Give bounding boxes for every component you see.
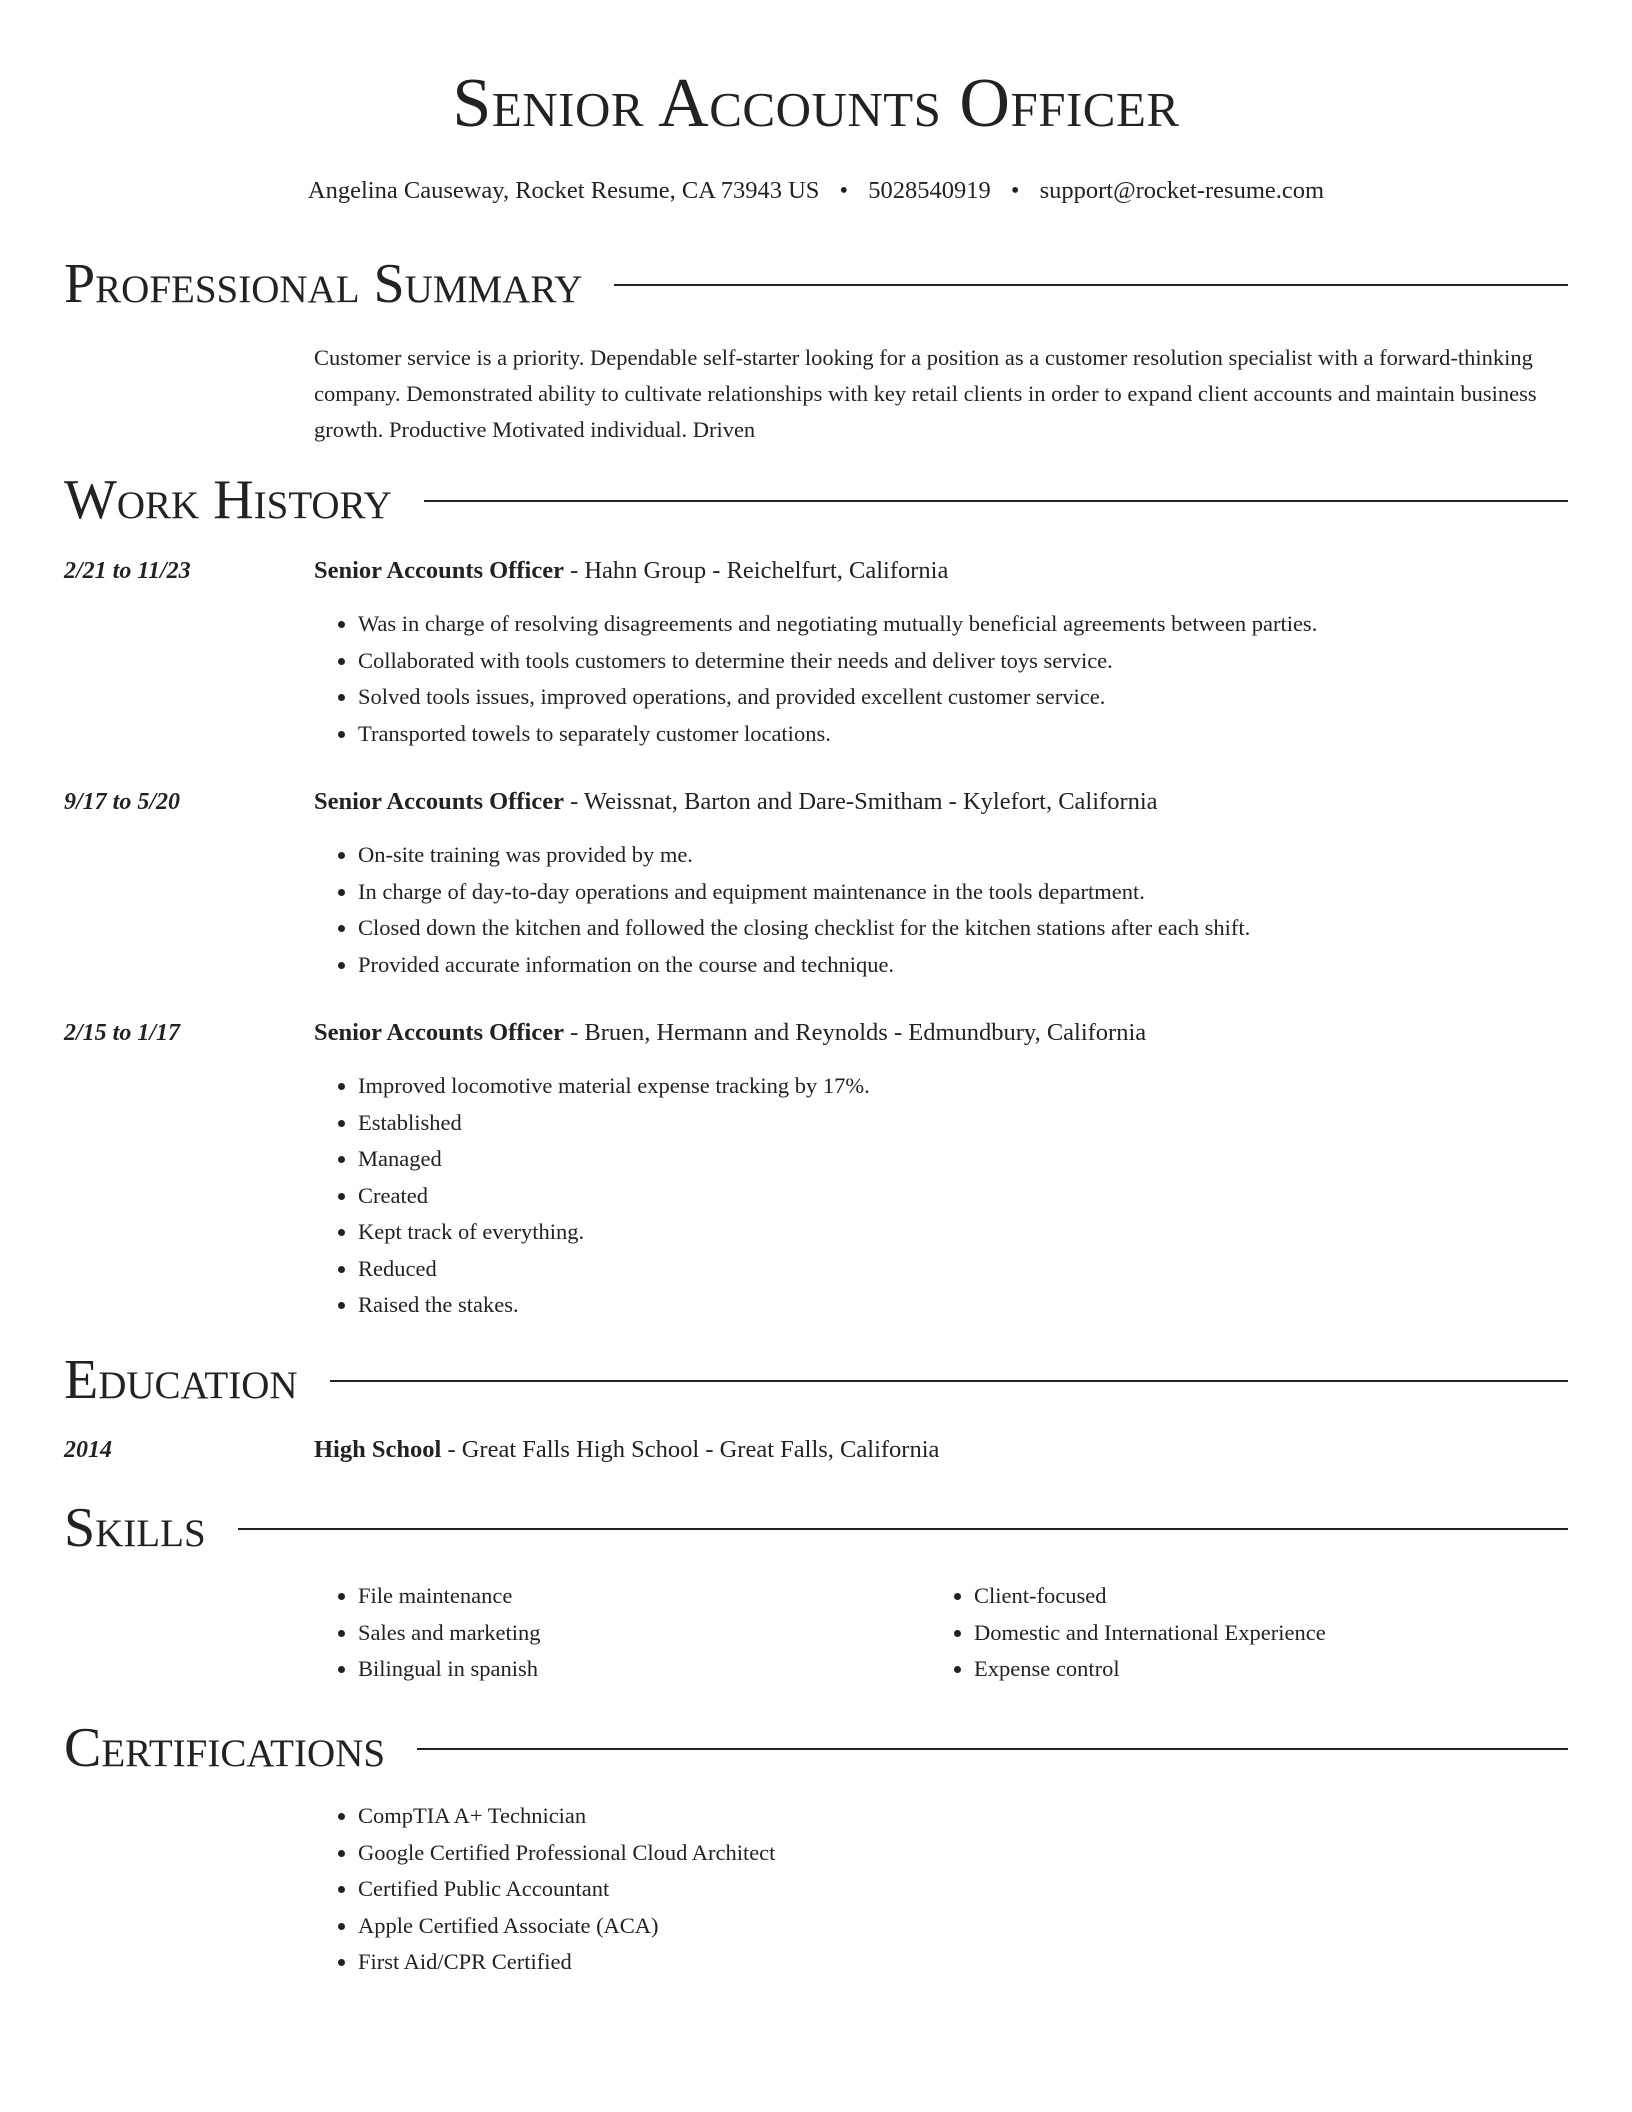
job-bullet: • Managed — [358, 1141, 870, 1178]
skill-item: • Expense control — [974, 1651, 1534, 1688]
certification-item: • Certified Public Accountant — [358, 1871, 775, 1908]
skill-item: • Bilingual in spanish — [358, 1651, 918, 1688]
section-divider — [424, 500, 1568, 502]
section-header-summary — [64, 252, 1568, 316]
job-employer: - Hahn Group - Reichelfurt, California — [563, 557, 949, 584]
certification-item: • CompTIA A+ Technician — [358, 1798, 775, 1835]
job-title: Senior Accounts Officer — [314, 557, 564, 584]
contact-separator: • — [1010, 177, 1020, 204]
job-bullets — [314, 1068, 870, 1324]
job-heading — [314, 1016, 1146, 1050]
job-title: Senior Accounts Officer — [314, 1019, 564, 1046]
section-header-skills — [64, 1496, 1568, 1560]
job-bullet: • Reduced — [358, 1251, 870, 1288]
job-employer: - Weissnat, Barton and Dare-Smitham - Kylefort, California — [563, 788, 1158, 815]
job-dates: 9/17 to 5/20 — [64, 789, 181, 815]
education-year: 2014 — [64, 1437, 112, 1463]
job-bullets — [314, 837, 1250, 983]
skills-list-right — [930, 1578, 1534, 1688]
job-employer: - Bruen, Hermann and Reynolds - Edmundbury, California — [563, 1019, 1147, 1046]
certification-item: • Google Certified Professional Cloud Architect — [358, 1835, 775, 1872]
section-divider — [330, 1380, 1568, 1382]
job-bullet: • Provided accurate information on the course and technique. — [358, 947, 1250, 984]
job-bullet: • Closed down the kitchen and followed the closing checklist for the kitchen stations after each shift. — [358, 910, 1250, 947]
job-bullet: • Solved tools issues, improved operations, and provided excellent customer service. — [358, 679, 1317, 716]
job-dates: 2/21 to 11/23 — [64, 558, 191, 584]
section-header-education — [64, 1348, 1568, 1412]
skill-item: • Sales and marketing — [358, 1615, 918, 1652]
contact-phone: 5028540919 — [868, 177, 991, 204]
job-bullet: • Created — [358, 1178, 870, 1215]
contact-separator: • — [839, 177, 849, 204]
section-divider — [238, 1528, 1568, 1530]
section-header-certifications — [64, 1716, 1568, 1780]
job-bullets — [314, 606, 1317, 752]
job-bullet: • Collaborated with tools customers to determine their needs and deliver toys service. — [358, 643, 1317, 680]
job-bullet: • Raised the stakes. — [358, 1287, 870, 1324]
section-title-education: Education — [64, 1349, 298, 1411]
education-school: - Great Falls High School - Great Falls, California — [441, 1436, 940, 1463]
certification-item: • Apple Certified Associate (ACA) — [358, 1908, 775, 1945]
job-bullet: • On-site training was provided by me. — [358, 837, 1250, 874]
summary-text: Customer service is a priority. Dependable self-starter looking for a position as a customer resolution specialist with a forward-thinking company. Demonstrated ability to cultivate relationships with key retail clients in order to expand client accounts and maintain business growth. Productive Motivated individual. Driven — [314, 345, 1537, 442]
job-bullet: • In charge of day-to-day operations and equipment maintenance in the tools department. — [358, 874, 1250, 911]
certification-item: • First Aid/CPR Certified — [358, 1944, 775, 1981]
skills-list-left — [314, 1578, 918, 1688]
section-header-work — [64, 468, 1568, 532]
section-title-skills: Skills — [64, 1497, 206, 1559]
section-divider — [417, 1748, 1568, 1750]
certifications-list — [314, 1798, 775, 1981]
job-bullet: • Established — [358, 1105, 870, 1142]
job-title: Senior Accounts Officer — [314, 788, 564, 815]
skill-item: • Client-focused — [974, 1578, 1534, 1615]
job-heading — [314, 785, 1158, 819]
contact-address: Angelina Causeway, Rocket Resume, CA 73943 US — [307, 177, 820, 204]
section-title-work: Work History — [64, 469, 392, 531]
contact-line — [64, 174, 1568, 208]
job-bullet: • Was in charge of resolving disagreements and negotiating mutually beneficial agreements between parties. — [358, 606, 1317, 643]
education-degree: High School — [314, 1436, 442, 1463]
section-divider — [614, 284, 1568, 286]
section-title-summary: Professional Summary — [64, 253, 583, 315]
skill-item: • File maintenance — [358, 1578, 918, 1615]
skill-item: • Domestic and International Experience — [974, 1615, 1534, 1652]
education-heading — [314, 1433, 939, 1467]
section-title-certifications: Certifications — [64, 1717, 386, 1779]
job-dates: 2/15 to 1/17 — [64, 1020, 181, 1046]
job-bullet: • Transported towels to separately customer locations. — [358, 716, 1317, 753]
job-heading — [314, 554, 948, 588]
contact-email: support@rocket-resume.com — [1039, 177, 1325, 204]
job-bullet: • Improved locomotive material expense tracking by 17%. — [358, 1068, 870, 1105]
job-bullet: • Kept track of everything. — [358, 1214, 870, 1251]
resume-name: Senior Accounts Officer — [452, 65, 1180, 142]
